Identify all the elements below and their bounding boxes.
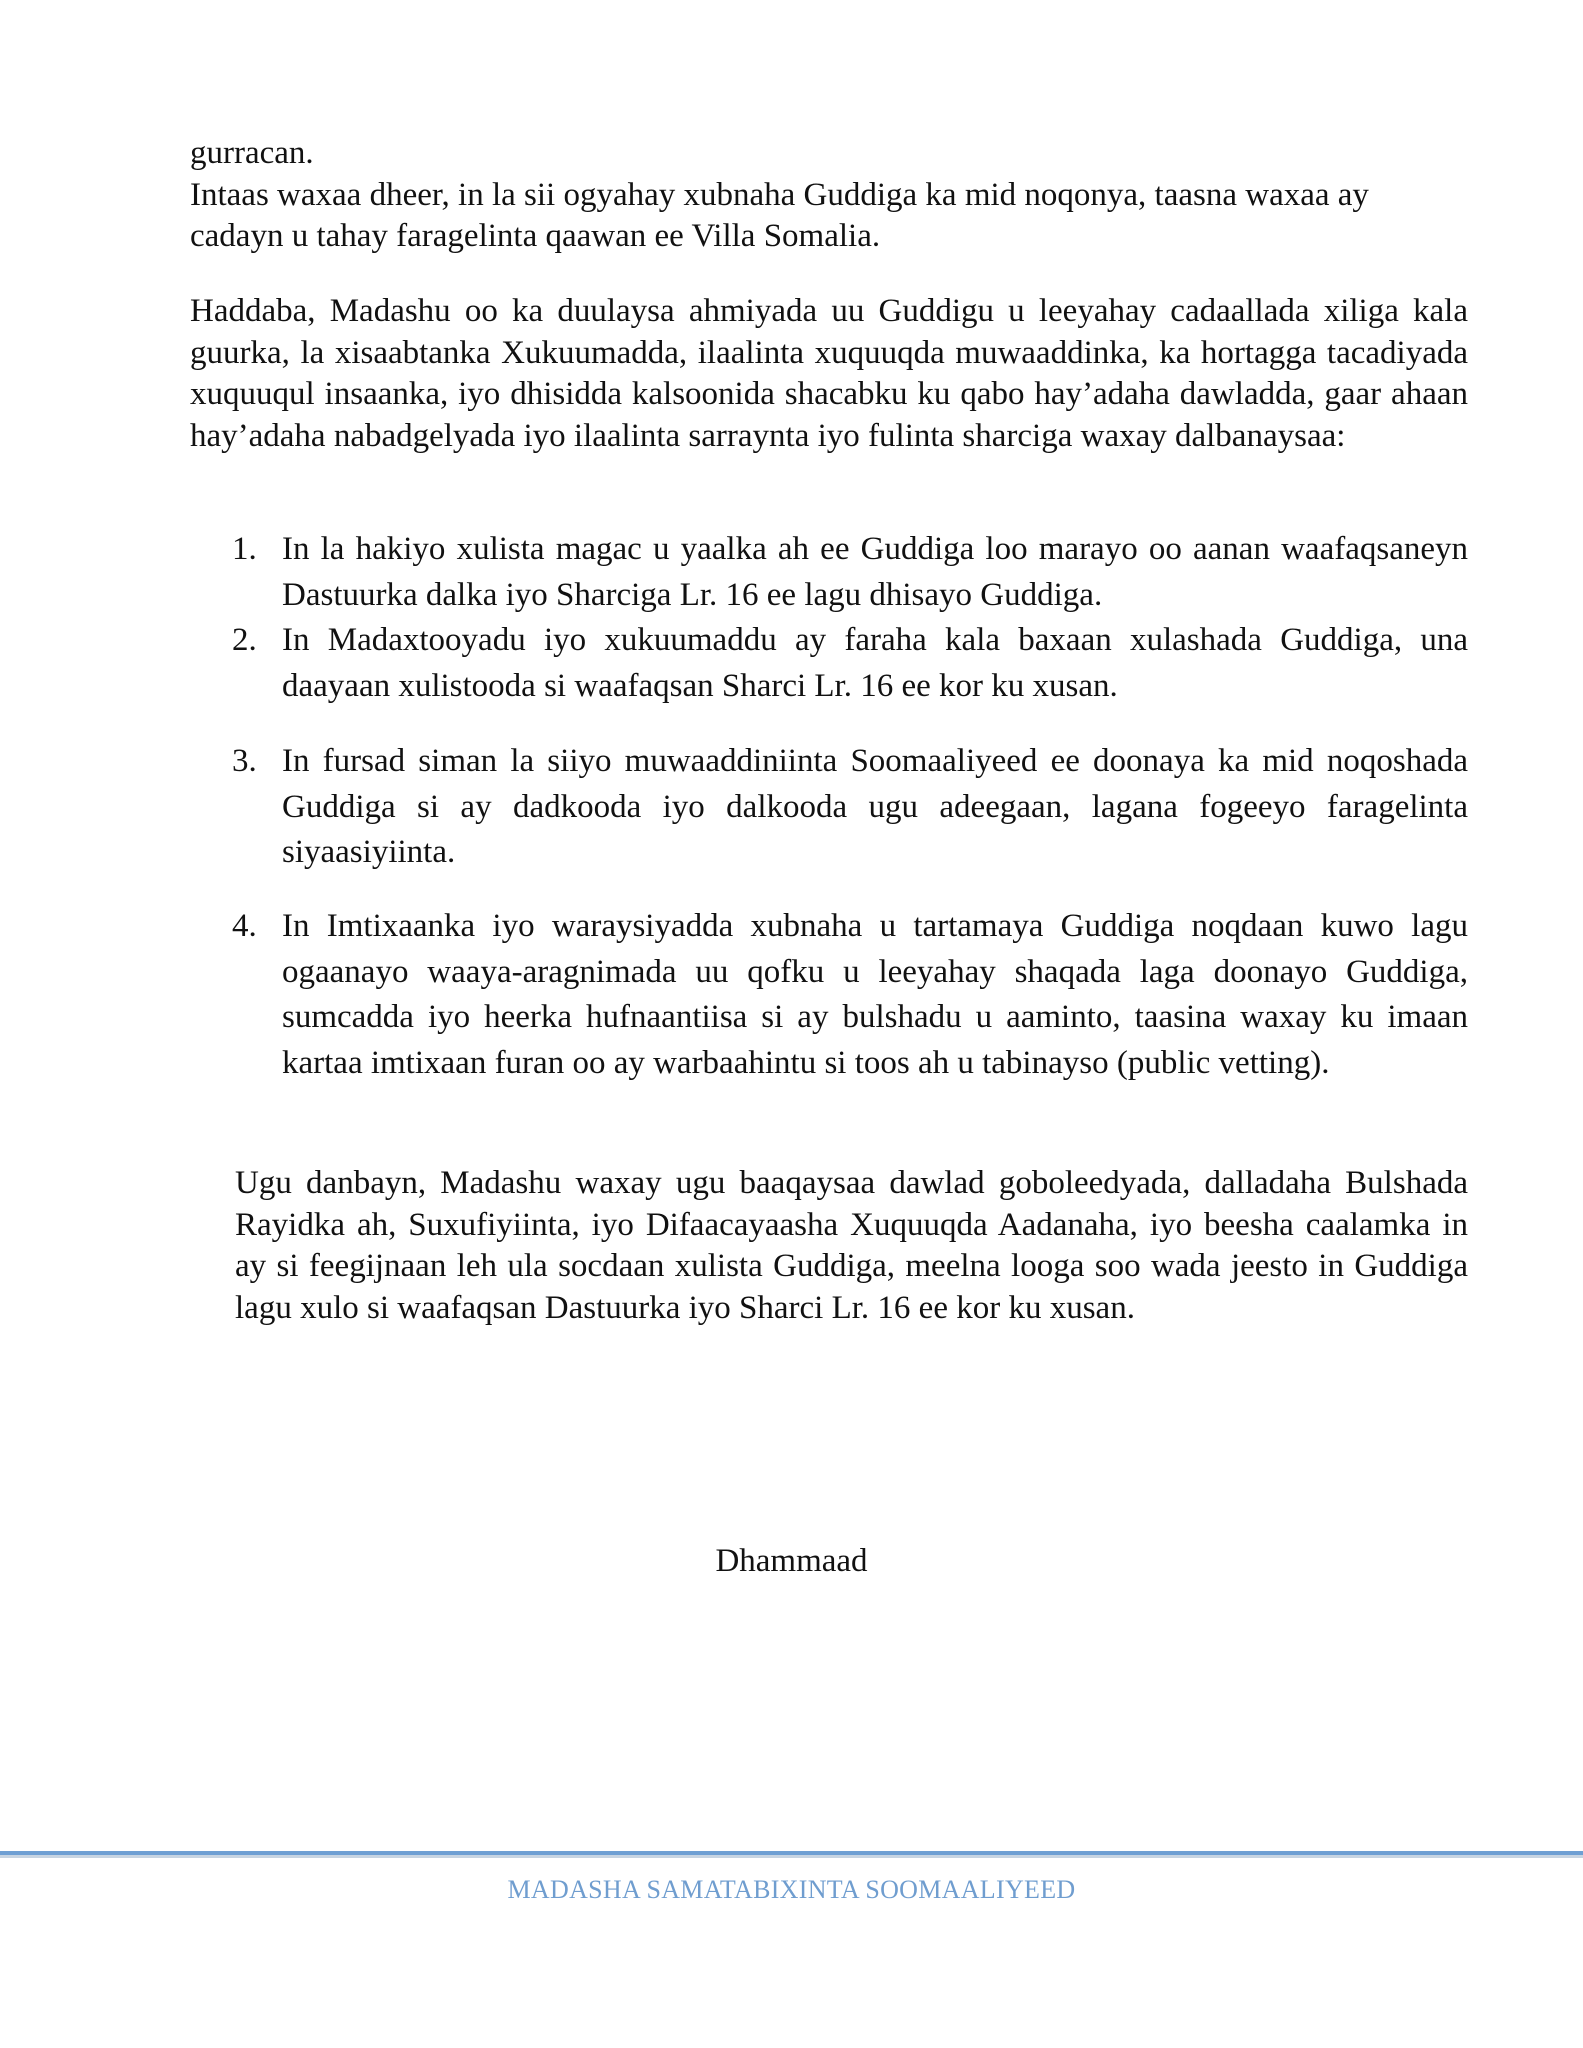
intro-line-3: cadayn u tahay faragelinta qaawan ee Villa Somalia.: [190, 218, 881, 254]
footer-organization-name: MADASHA SAMATABIXINTA SOOMAALIYEED: [507, 1875, 1076, 1904]
end-marker: Dhammaad: [715, 1543, 868, 1579]
demand-list-item: [190, 904, 1468, 1086]
intro-line-1: gurracan.: [190, 135, 314, 171]
demand-number: 4.: [232, 908, 257, 944]
demand-list-item: [190, 618, 1468, 709]
demand-text: In la hakiyo xulista magac u yaalka ah ee Guddiga loo marayo oo aanan waafaqsaneyn Dastuurka dalka iyo Sharciga Lr. 16 ee lagu dhisayo Guddiga.: [282, 531, 1468, 613]
demand-number: 2.: [232, 622, 257, 658]
demand-text: In Imtixaanka iyo waraysiyadda xubnaha u tartamaya Guddiga noqdaan kuwo lagu ogaanayo waaya-aragnimada uu qofku u leeyahay shaqada laga doonayo Guddiga, sumcadda iyo heerka hufnaantiisa si ay bulshadu u aaminto, taasina waxay ku imaan kartaa imtixaan furan oo ay warbaahintu si toos ah u tabinayso (public vetting).: [282, 908, 1468, 1081]
footer-divider-shadow: [0, 1855, 1583, 1858]
demand-text: In fursad siman la siiyo muwaaddiniinta Soomaaliyeed ee doonaya ka mid noqoshada Guddiga si ay dadkooda iyo dalkooda ugu adeegaan, lagana fogeeyo faragelinta siyaasiyiinta.: [282, 743, 1468, 870]
demand-number: 3.: [232, 743, 257, 779]
closing-paragraph: Ugu danbayn, Madashu waxay ugu baaqaysaa dawlad goboleedyada, dalladaha Bulshada Rayidka ah, Suxufiyiinta, iyo Difaacayaasha Xuquuqda Aadanaha, iyo beesha caalamka in ay si feegijnaan leh ula socdaan xulista Guddiga, meelna looga soo wada jeesto in Guddiga lagu xulo si waafaqsan Dastuurka iyo Sharci Lr. 16 ee kor ku xusan.: [235, 1165, 1468, 1326]
intro-paragraph: [190, 133, 1468, 258]
intro-line-2: Intaas waxaa dheer, in la sii ogyahay xubnaha Guddiga ka mid noqonya, taasna waxaa ay: [190, 176, 1369, 213]
demand-list-item: [190, 527, 1468, 618]
demands-intro-paragraph: Haddaba, Madashu oo ka duulaysa ahmiyada uu Guddigu u leeyahay cadaallada xiliga kala guurka, la xisaabtanka Xukuumadda, ilaalinta xuquuqda muwaaddinka, ka hortagga tacadiyada xuquuqul insaanka, iyo dhisidda kalsoonida shacabku ku qabo hay’adaha dawladda, gaar ahaan hay’adaha nabadgelyada iyo ilaalinta sarraynta iyo fulinta sharciga waxay dalbanaysaa:: [190, 293, 1468, 454]
demand-text: In Madaxtooyadu iyo xukuumaddu ay faraha kala baxaan xulashada Guddiga, una daayaan xulistooda si waafaqsan Sharci Lr. 16 ee kor ku xusan.: [282, 622, 1468, 704]
demand-number: 1.: [232, 531, 257, 567]
demand-list-item: [190, 739, 1468, 876]
